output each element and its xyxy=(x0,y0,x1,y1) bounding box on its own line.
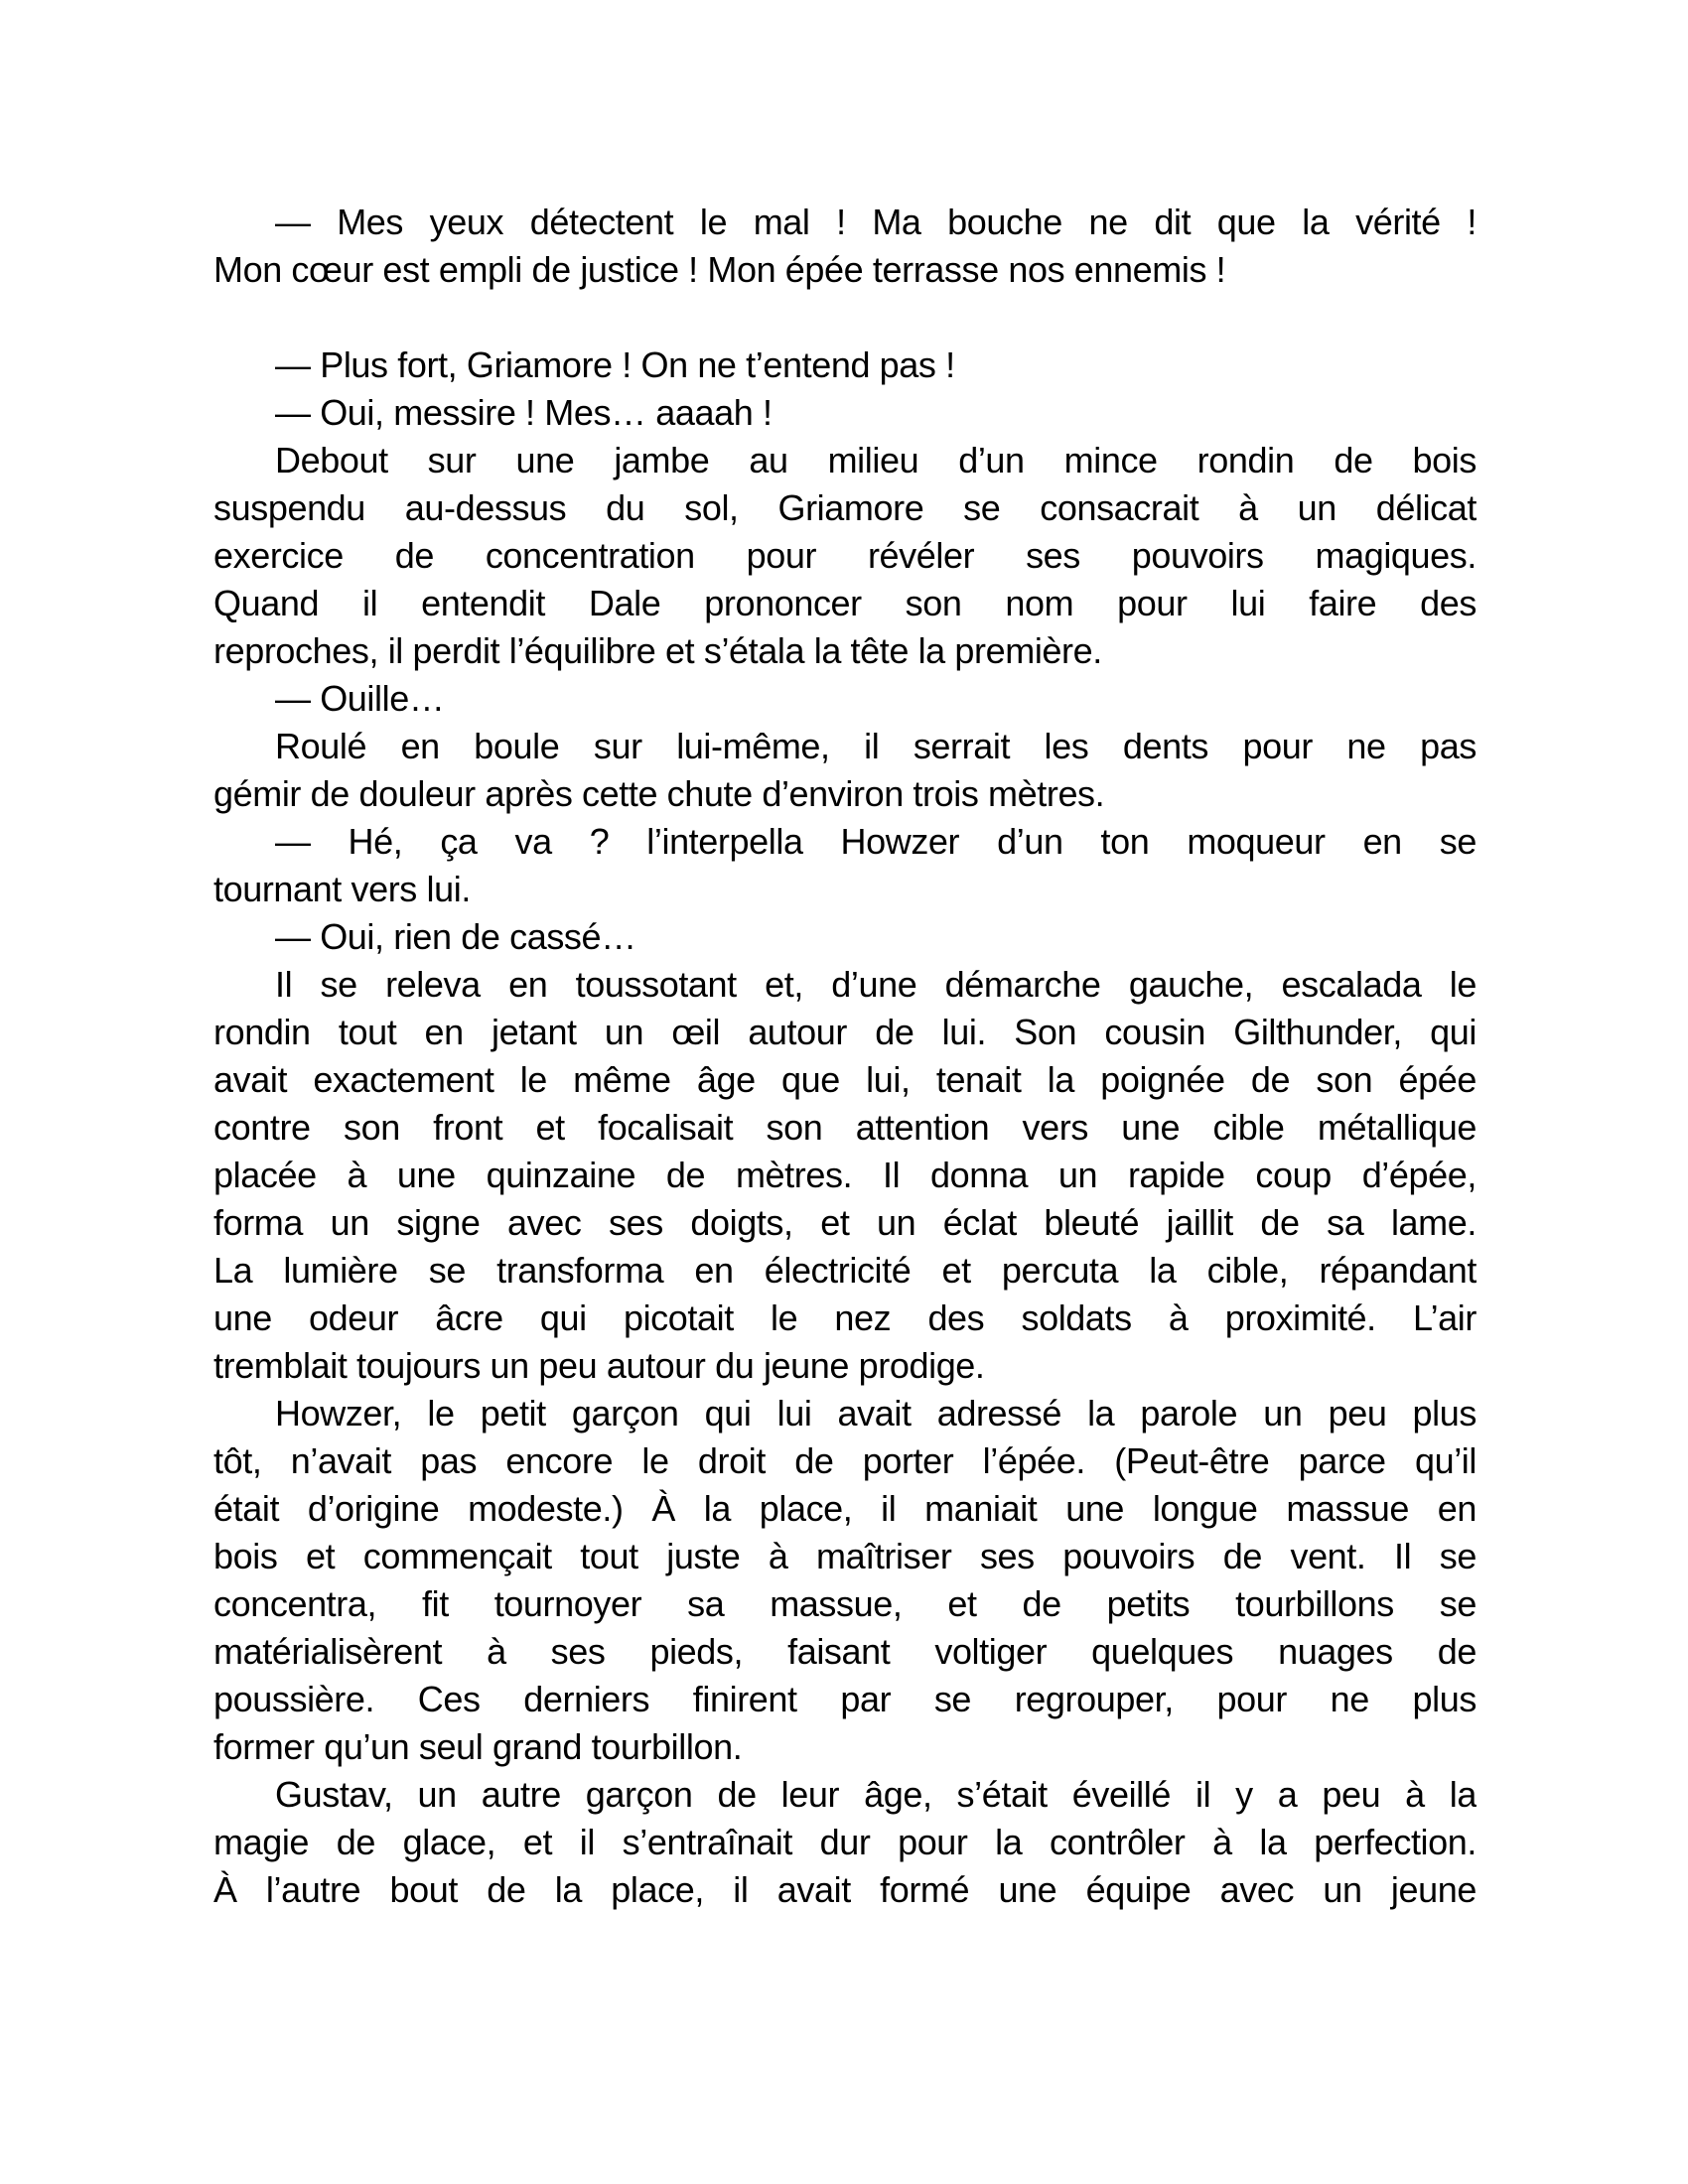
text-line: suspendu au-dessus du sol, Griamore se consacrait à un délicat xyxy=(213,487,1477,528)
text-line: Debout sur une jambe au milieu d’un mince rondin de bois xyxy=(275,440,1477,480)
paragraph xyxy=(213,961,1477,1390)
text-line: était d’origine modeste.) À la place, il maniait une longue massue en xyxy=(213,1488,1477,1529)
text-line: Gustav, un autre garçon de leur âge, s’était éveillé il y a peu à la xyxy=(275,1774,1477,1815)
paragraph xyxy=(213,389,1477,437)
text-line: former qu’un seul grand tourbillon. xyxy=(213,1726,743,1767)
paragraph xyxy=(213,199,1477,294)
paragraph xyxy=(213,913,1477,961)
text-line: Quand il entendit Dale prononcer son nom pour lui faire des xyxy=(213,583,1477,623)
paragraph xyxy=(213,341,1477,389)
paragraph xyxy=(213,437,1477,675)
text-line: bois et commençait tout juste à maîtriser ses pouvoirs de vent. Il se xyxy=(213,1536,1477,1576)
paragraph xyxy=(213,675,1477,723)
text-line: magie de glace, et il s’entraînait dur pour la contrôler à la perfection. xyxy=(213,1822,1477,1862)
text-line: reproches, il perdit l’équilibre et s’étala la tête la première. xyxy=(213,630,1102,671)
text-line: — Oui, rien de cassé… xyxy=(275,916,636,957)
text-line: forma un signe avec ses doigts, et un éclat bleuté jaillit de sa lame. xyxy=(213,1202,1477,1243)
text-line: contre son front et focalisait son attention vers une cible métallique xyxy=(213,1107,1477,1148)
text-line: — Mes yeux détectent le mal ! Ma bouche ne dit que la vérité ! xyxy=(275,202,1477,242)
text-line: — Plus fort, Griamore ! On ne t’entend pas ! xyxy=(275,344,955,385)
text-line: — Oui, messire ! Mes… aaaah ! xyxy=(275,392,773,433)
paragraph xyxy=(213,723,1477,818)
text-line: La lumière se transforma en électricité et percuta la cible, répandant xyxy=(213,1250,1477,1291)
paragraph xyxy=(213,1771,1477,1914)
text-line: tôt, n’avait pas encore le droit de porter l’épée. (Peut-être parce qu’il xyxy=(213,1440,1477,1481)
paragraph-spacer xyxy=(213,294,1477,341)
text-line: À l’autre bout de la place, il avait formé une équipe avec un jeune xyxy=(213,1869,1477,1910)
body-text xyxy=(213,199,1477,1914)
text-line: placée à une quinzaine de mètres. Il donna un rapide coup d’épée, xyxy=(213,1155,1477,1195)
text-line: matérialisèrent à ses pieds, faisant voltiger quelques nuages de xyxy=(213,1631,1477,1672)
paragraph xyxy=(213,818,1477,913)
text-line: exercice de concentration pour révéler ses pouvoirs magiques. xyxy=(213,535,1477,576)
text-line: tremblait toujours un peu autour du jeune prodige. xyxy=(213,1345,985,1386)
text-line: — Hé, ça va ? l’interpella Howzer d’un ton moqueur en se xyxy=(275,821,1477,862)
text-line: une odeur âcre qui picotait le nez des soldats à proximité. L’air xyxy=(213,1297,1477,1338)
text-line: Il se releva en toussotant et, d’une démarche gauche, escalada le xyxy=(275,964,1477,1005)
text-line: avait exactement le même âge que lui, tenait la poignée de son épée xyxy=(213,1059,1477,1100)
text-line: — Ouille… xyxy=(275,678,445,719)
text-line: rondin tout en jetant un œil autour de lui. Son cousin Gilthunder, qui xyxy=(213,1012,1477,1052)
text-line: Roulé en boule sur lui-même, il serrait les dents pour ne pas xyxy=(275,726,1477,766)
text-line: tournant vers lui. xyxy=(213,869,471,909)
text-line: Howzer, le petit garçon qui lui avait adressé la parole un peu plus xyxy=(275,1393,1477,1433)
text-line: concentra, fit tournoyer sa massue, et de petits tourbillons se xyxy=(213,1583,1477,1624)
text-line: Mon cœur est empli de justice ! Mon épée terrasse nos ennemis ! xyxy=(213,249,1226,290)
text-line: gémir de douleur après cette chute d’environ trois mètres. xyxy=(213,773,1105,814)
paragraph xyxy=(213,1390,1477,1771)
text-line: poussière. Ces derniers finirent par se regrouper, pour ne plus xyxy=(213,1679,1477,1719)
